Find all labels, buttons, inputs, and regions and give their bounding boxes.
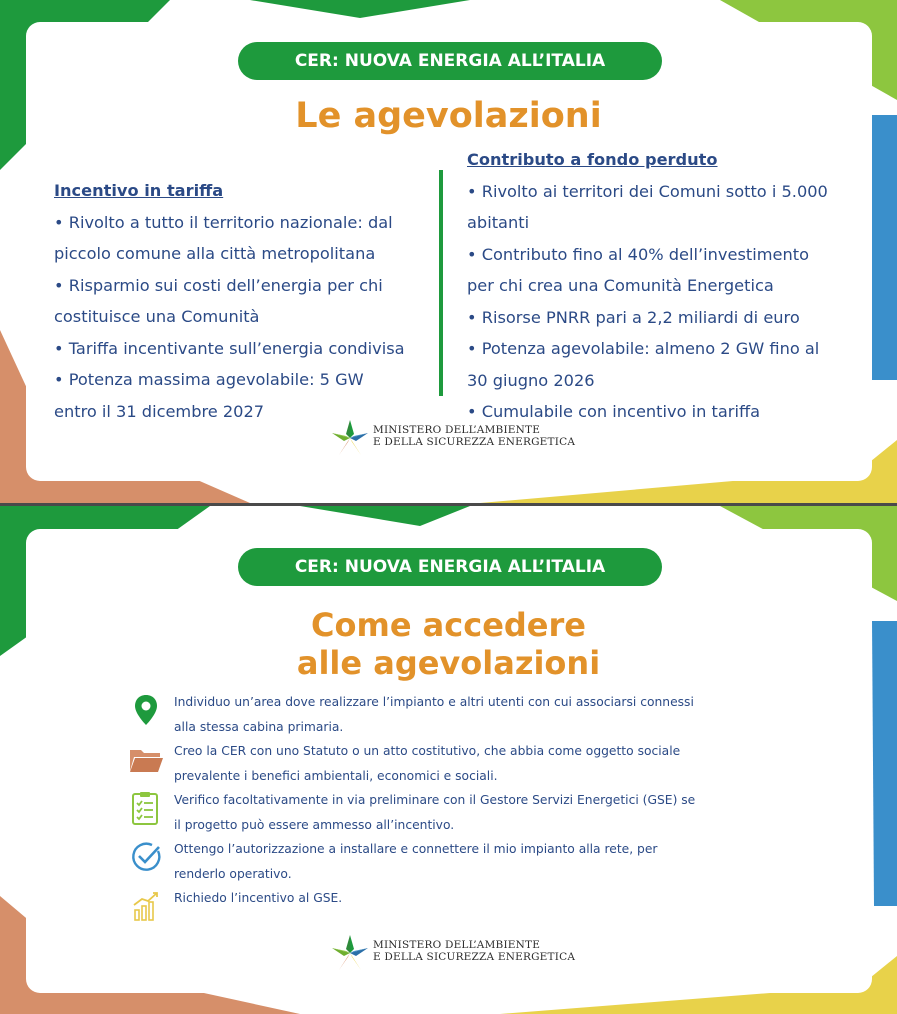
list-item bbox=[128, 788, 768, 837]
folder-icon bbox=[128, 741, 164, 777]
step-line: Individuo un’area dove realizzare l’impianto e altri utenti con cui associarsi connessi bbox=[174, 695, 694, 709]
text-line: • Risparmio sui costi dell’energia per chi bbox=[54, 275, 383, 295]
text-line: • Potenza massima agevolabile: 5 GW bbox=[54, 370, 364, 389]
step-text bbox=[174, 690, 774, 739]
text-line: per chi crea una Comunità Energetica bbox=[467, 276, 774, 295]
ministry-name-line1: MINISTERO DELL’AMBIENTE bbox=[373, 424, 541, 436]
step-line: Ottengo l’autorizzazione a installare e connettere il mio impianto alla rete, per bbox=[174, 842, 658, 856]
step-line: renderlo operativo. bbox=[174, 866, 292, 881]
step-text bbox=[174, 739, 774, 788]
text-line: • Tariffa incentivante sull’energia condivisa bbox=[54, 338, 405, 358]
text-line: abitanti bbox=[467, 213, 530, 232]
ministry-logo bbox=[330, 418, 580, 458]
column-divider bbox=[439, 170, 443, 396]
step-line: alla stessa cabina primaria. bbox=[174, 719, 344, 734]
text-line: • Contributo fino al 40% dell’investimento bbox=[467, 244, 809, 264]
steps-list bbox=[128, 690, 768, 935]
growth-chart-icon bbox=[128, 888, 164, 924]
step-line: prevalente i benefici ambientali, economici e sociali. bbox=[174, 768, 498, 783]
step-line: il progetto può essere ammesso all’incentivo. bbox=[174, 817, 455, 832]
ministry-name bbox=[373, 939, 575, 963]
text-line: • Rivolto a tutto il territorio nazionale: dal bbox=[54, 212, 393, 232]
title-line2: alle agevolazioni bbox=[296, 644, 601, 682]
check-circle-icon bbox=[128, 839, 164, 875]
step-line: Richiedo l’incentivo al GSE. bbox=[174, 891, 343, 905]
ministry-name-line2: E DELLA SICUREZZA ENERGETICA bbox=[373, 436, 576, 448]
text-line: • Potenza agevolabile: almeno 2 GW fino al bbox=[467, 339, 820, 358]
title-line1: Come accedere bbox=[311, 606, 586, 644]
text-line: • Cumulabile con incentivo in tariffa bbox=[467, 402, 761, 421]
incentivo-column bbox=[54, 175, 439, 427]
list-item bbox=[128, 886, 768, 935]
checklist-icon bbox=[128, 790, 164, 826]
star-logo-icon bbox=[330, 933, 370, 973]
ministry-name-line2: E DELLA SICUREZZA ENERGETICA bbox=[373, 951, 576, 963]
list-item bbox=[128, 739, 768, 788]
step-line: Verifico facoltativamente in via preliminare con il Gestore Servizi Energetici (GSE) se bbox=[174, 793, 696, 807]
step-text bbox=[174, 788, 774, 837]
banner-pill: CER: NUOVA ENERGIA ALL’ITALIA bbox=[238, 42, 662, 80]
ministry-name bbox=[373, 424, 575, 448]
ministry-name-line1: MINISTERO DELL’AMBIENTE bbox=[373, 939, 541, 951]
text-line: piccolo comune alla città metropolitana bbox=[54, 244, 376, 263]
column-heading: Contributo a fondo perduto bbox=[467, 150, 718, 169]
list-item bbox=[128, 837, 768, 886]
text-line: 30 giugno 2026 bbox=[467, 370, 595, 390]
text-line: • Rivolto ai territori dei Comuni sotto i 5.000 bbox=[467, 181, 828, 201]
column-heading: Incentivo in tariffa bbox=[54, 181, 224, 200]
list-item bbox=[128, 690, 768, 739]
slide-agevolazioni bbox=[0, 0, 897, 503]
ministry-logo bbox=[330, 933, 580, 973]
step-text bbox=[174, 886, 774, 911]
banner-pill: CER: NUOVA ENERGIA ALL’ITALIA bbox=[238, 548, 662, 586]
step-text bbox=[174, 837, 774, 886]
star-logo-icon bbox=[330, 418, 370, 458]
step-line: Creo la CER con uno Statuto o un atto costitutivo, che abbia come oggetto sociale bbox=[174, 744, 681, 758]
slide-title: Le agevolazioni bbox=[295, 96, 602, 136]
text-line: costituisce una Comunità bbox=[54, 307, 260, 326]
contributo-column bbox=[467, 144, 857, 428]
location-pin-icon bbox=[128, 692, 164, 728]
slide-title bbox=[0, 606, 897, 682]
text-line: entro il 31 dicembre 2027 bbox=[54, 401, 265, 421]
slide-come-accedere bbox=[0, 506, 897, 1014]
text-line: • Risorse PNRR pari a 2,2 miliardi di euro bbox=[467, 307, 800, 327]
